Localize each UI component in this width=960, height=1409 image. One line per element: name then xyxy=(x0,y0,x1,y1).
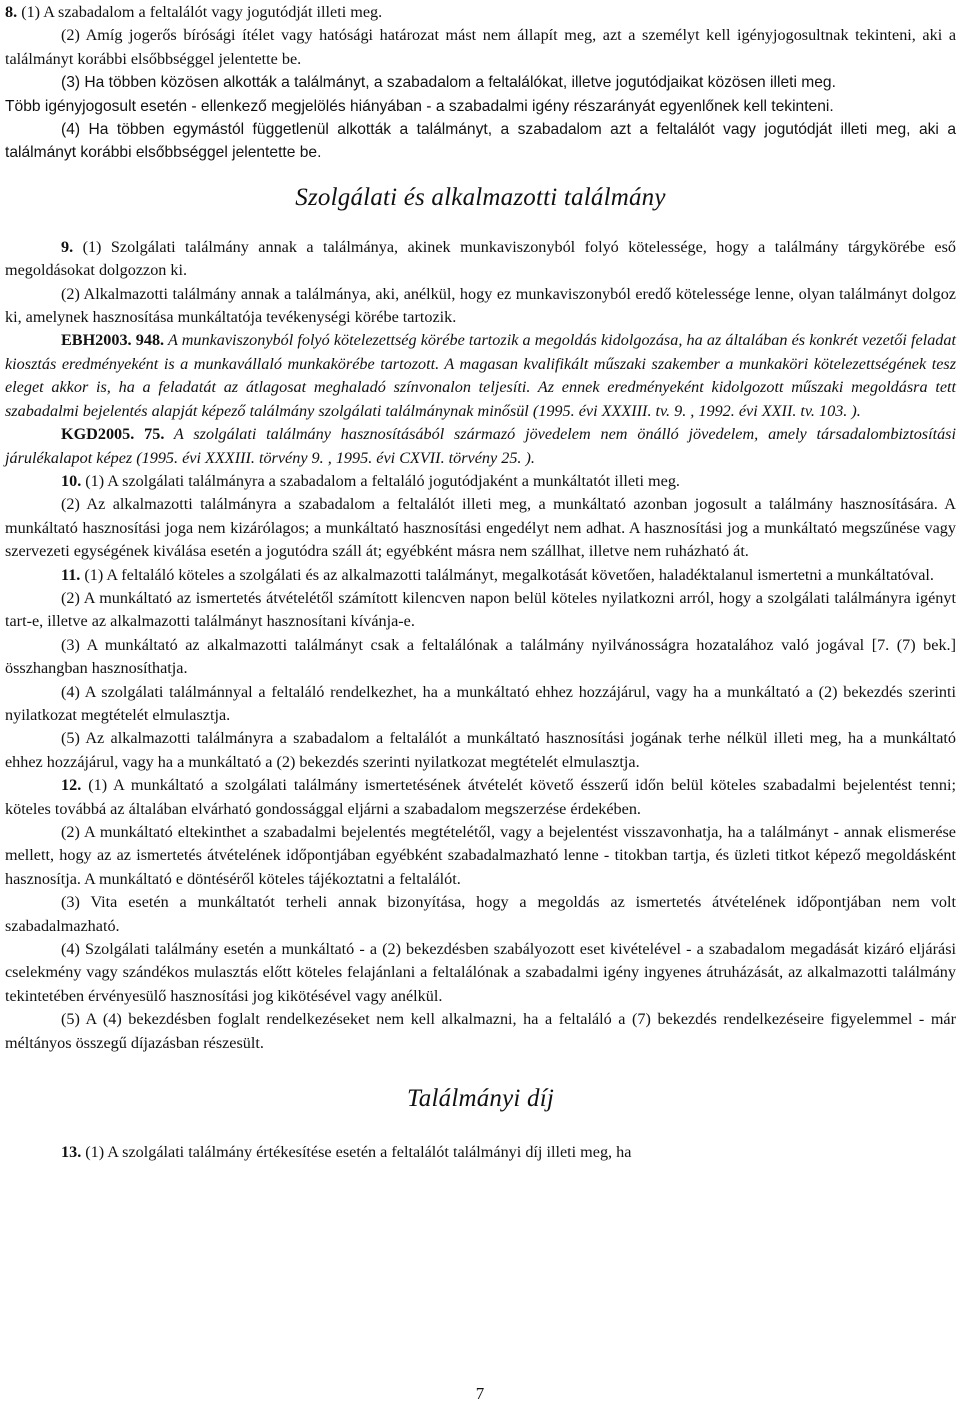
section-number: 8. xyxy=(5,3,18,21)
paragraph-10-2: (2) Az alkalmazotti találmányra a szabadalom a feltalálót illeti meg, a munkáltató azonban jogosult a találmány hasznosítására. A munkáltató hasznosítási joga nem kizárólagos; a munkáltató hasznosítási engedélyt nem adhat. A hasznosítási jog a munkáltató megszűnése vagy szervezeti egységének kiválása esetén a jogutódra száll át; egyébként másra nem szállhat, illetve nem ruházható át. xyxy=(5,495,956,561)
paragraph-11-5: (5) Az alkalmazotti találmányra a szabadalom a feltalálót a munkáltató hasznosítási jogának terhe nélkül illeti meg, ha a munkáltató ehhez hozzájárul, vagy ha a munkáltató a (2) bekezdés szerinti nyilatkozat megtételét elmulasztja. xyxy=(5,729,956,771)
paragraph-8-1: 8. (1) A szabadalom a feltalálót vagy jogutódját illeti meg. xyxy=(5,3,383,21)
case-reference: KGD2005. 75. xyxy=(61,425,165,444)
section-number: 9. xyxy=(61,237,74,256)
paragraph-13-1: 13. (1) A szolgálati találmány értékesítése esetén a feltalálót találmányi díj illeti meg, ha xyxy=(61,1143,632,1162)
paragraph-11-2: (2) A munkáltató az ismertetés átvételétől számított kilencven napon belül köteles nyilatkozni arról, hogy a szolgálati találmányra igényt tart-e, illetve az alkalmazotti találmányt hasznosítani kívánja-e. xyxy=(5,588,956,631)
section-number: 10. xyxy=(61,471,82,490)
paragraph-8-2: (2) Amíg jogerős bírósági ítélet vagy hatósági határozat mást nem állapít meg, azt a személyt kell igényjogosultnak tekinteni, aki a találmányt korábbi elsőbbséggel jelentette be. xyxy=(5,26,956,68)
section-number: 11. xyxy=(61,565,81,584)
case-law-kgd: KGD2005. 75. A szolgálati találmány hasznosításából származó jövedelem nem önálló jövedelem, amely társadalombiztosítási járulékalapot képez (1995. évi XXXIII. törvény 9. , 1995. évi CXVII. törvény 25. ). xyxy=(5,425,956,467)
section-number: 12. xyxy=(61,776,82,795)
paragraph-8-3b: Több igényjogosult esetén - ellenkező megjelölés hiányában - a szabadalmi igény részarányát egyenlőnek kell tekinteni. xyxy=(5,97,834,115)
paragraph-12-5: (5) A (4) bekezdésben foglalt rendelkezéseket nem kell alkalmazni, ha a feltaláló a (7) bekezdés rendelkezéseire figyelemmel - már méltányos összegű díjazásban részesült. xyxy=(5,1010,956,1052)
case-law-ebh: EBH2003. 948. A munkaviszonyból folyó kötelezettség körébe tartozik a megoldás kidolgozása, ha az általában és konkrét vezetői feladat kiosztás eredményeként is a munkavállaló munkakörébe tartozott. A magasan kvalifikált műszaki szakember a munkaköri kötelezettségének tesz eleget akkor is, ha a feladatát az átlagosat meghaladó színvonalon teljesíti. Az ennek eredményeként kidolgozott műszaki megoldásra tett szabadalmi bejelentés alapját képező találmány szolgálati találmánynak minősül (1995. évi XXXIII. tv. 9. , 1992. évi XXII. tv. 103. ). xyxy=(5,331,956,420)
paragraph-8-3a: (3) Ha többen közösen alkották a találmányt, a szabadalom a feltalálókat, illetve jogutódjaikat közösen illeti meg. xyxy=(61,74,836,92)
section-number: 13. xyxy=(61,1143,82,1162)
case-reference: EBH2003. 948. xyxy=(61,331,165,350)
paragraph-11-4: (4) A szolgálati találmánnyal a feltaláló rendelkezhet, ha a munkáltató ehhez hozzájárul, vagy ha a munkáltató a (2) bekezdés szerinti nyilatkozat megtételét elmulasztja. xyxy=(5,682,956,724)
section-heading: Találmányi díj xyxy=(406,1085,555,1113)
paragraph-11-1: 11. (1) A feltaláló köteles a szolgálati és az alkalmazotti találmányt, megalkotását követően, haladéktalanul ismertetni a munkáltatóval. xyxy=(61,565,934,584)
paragraph-9-1: 9. (1) Szolgálati találmány annak a találmánya, akinek munkaviszonyból folyó kötelessége, hogy a találmány tárgykörébe eső megoldásokat dolgozzon ki. xyxy=(5,237,956,280)
paragraph-10-1: 10. (1) A szolgálati találmányra a szabadalom a feltaláló jogutódjaként a munkáltatót illeti meg. xyxy=(61,471,680,490)
paragraph-11-3: (3) A munkáltató az alkalmazotti találmányt csak a feltalálónak a találmány nyilvánosságra hozatalához való jogával [7. (7) bek.] összhangban hasznosíthatja. xyxy=(5,635,956,678)
page-number: 7 xyxy=(475,1384,485,1403)
paragraph-9-2: (2) Alkalmazotti találmány annak a találmánya, aki, anélkül, hogy ez munkaviszonyból eredő kötelessége lenne, olyan találmányt dolgoz ki, amelynek hasznosítása munkáltatója tevékenységi körébe tartozik. xyxy=(5,284,956,327)
paragraph-12-4: (4) Szolgálati találmány esetén a munkáltató - a (2) bekezdésben szabályozott eset kivételével - a szabadalom megadását kizáró eljárási cselekmény vagy szándékos mulasztás előtt köteles felajánlani a feltalálónak a szabadalmi igény ingyenes átruházását, az alkalmazotti találmány tekintetében érvényesülő hasznosítási jog kikötésével vagy anélkül. xyxy=(5,940,956,1005)
document-page xyxy=(0,1,960,1409)
section-heading: Szolgálati és alkalmazotti találmány xyxy=(295,183,666,211)
paragraph-8-4: (4) Ha többen egymástól függetlenül alkották a találmányt, a szabadalom azt a feltalálót vagy jogutódját illeti meg, aki a találmányt korábbi elsőbbséggel jelentette be. xyxy=(5,121,956,162)
paragraph-12-1: 12. (1) A munkáltató a szolgálati találmány ismertetésének átvételét követő ésszerű időn belül köteles szabadalmi bejelentést tenni; köteles továbbá az általában elvárható gondossággal eljárni a szabadalom megszerzése érdekében. xyxy=(5,776,956,818)
paragraph-12-2: (2) A munkáltató eltekinthet a szabadalmi bejelentés megtételétől, vagy a bejelentést visszavonhatja, ha a találmányt - annak elismerése mellett, hogy az az ismertetés átvételének időpontjában egyébként szabadalmazható lenne - titokban tartja, és üzleti titkot képező megoldásként hasznosítja. A munkáltató e döntéséről köteles tájékoztatni a feltalálót. xyxy=(5,823,956,888)
paragraph-12-3: (3) Vita esetén a munkáltatót terheli annak bizonyítása, hogy a megoldás az ismertetés átvételének időpontjában nem volt szabadalmazható. xyxy=(5,893,956,935)
